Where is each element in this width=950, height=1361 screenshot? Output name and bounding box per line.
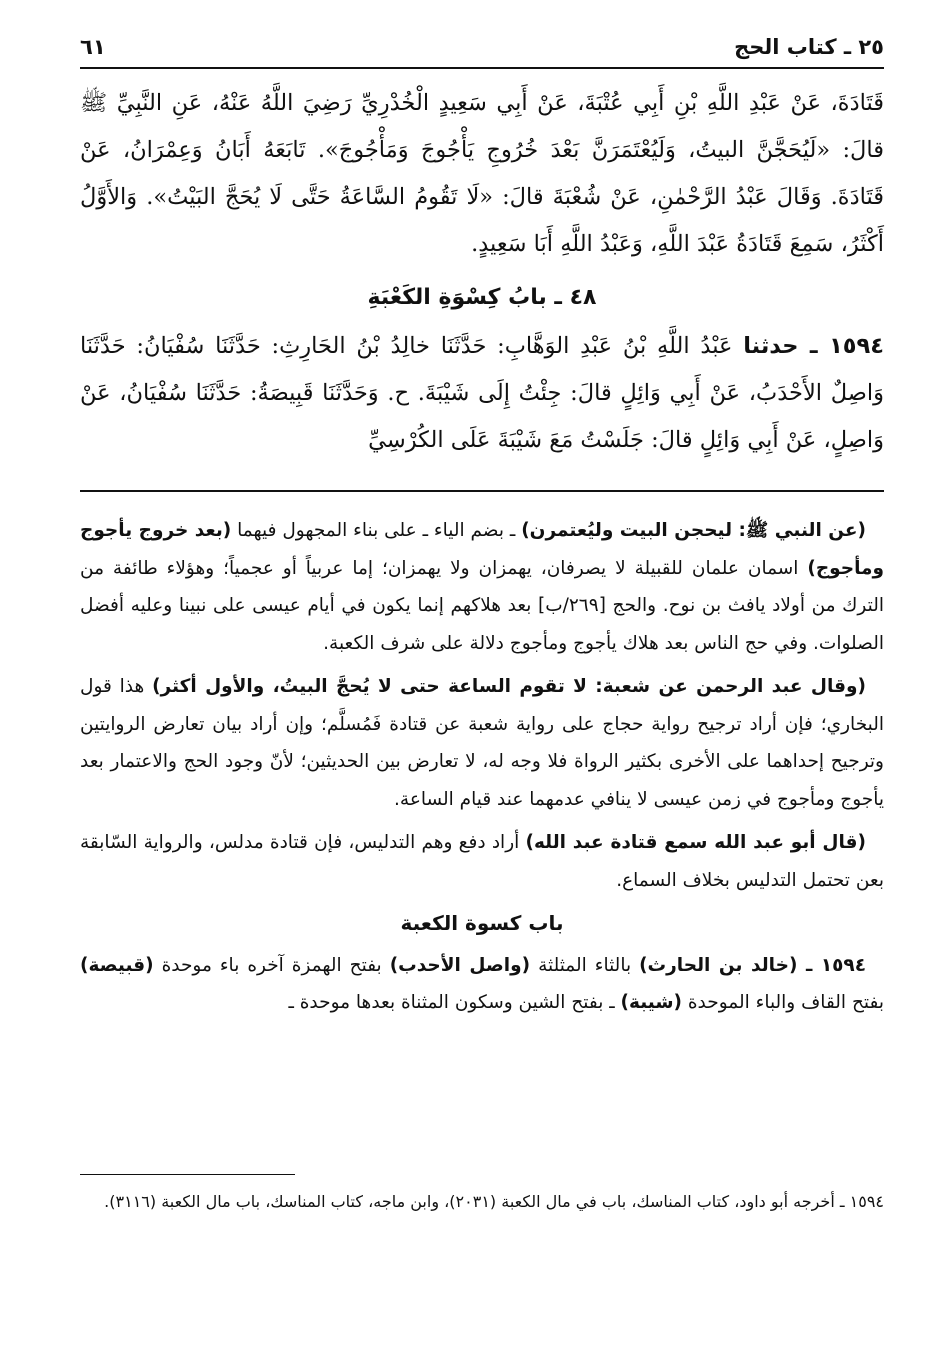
commentary-text: بفتح الهمزة آخره باء موحدة — [153, 954, 390, 976]
commentary-paragraph-2 — [80, 668, 884, 818]
commentary-chapter-title: باب كسوة الكعبة — [400, 911, 564, 935]
lemma: (قبيصة) — [80, 954, 154, 976]
commentary-paragraph-3 — [80, 824, 884, 899]
commentary-text: بالثاء المثلثة — [530, 954, 640, 976]
commentary-paragraph-4 — [80, 947, 884, 1022]
footnote-text: ١٥٩٤ ـ أخرجه أبو داود، كتاب المناسك، باب في مال الكعبة (٢٠٣١)، وابن ماجه، كتاب المناسك، باب مال الكعبة (٣١١٦). — [104, 1192, 884, 1211]
commentary-paragraph-1 — [80, 512, 884, 662]
hadith-number: ١٥٩٤ ـ حدثنا — [743, 333, 884, 359]
lemma: (شيبة) — [620, 992, 682, 1013]
commentary-text: ـ بفتح الشين وسكون المثناة بعدها موحدة ـ — [288, 992, 621, 1013]
lemma: (واصل الأحدب) — [389, 954, 531, 976]
footnote-rule — [80, 1174, 295, 1175]
lemma: (وقال عبد الرحمن عن شعبة: لا تقوم الساعة حتى لا يُحجَّ البيتُ، والأول أكثر) — [152, 676, 866, 697]
hadith-paragraph-2 — [80, 323, 884, 464]
hadith-number: ١٥٩٤ ـ — [797, 954, 867, 976]
chapter-title: ٤٨ ـ بابُ كِسْوَةِ الكَعْبَةِ — [367, 285, 597, 310]
lemma: (خالد بن الحارث) — [639, 954, 798, 976]
commentary-text: هذا قول البخاري؛ فإن أراد ترجيح رواية حجاج على رواية شعبة عن قتادة فَمُسلَّم؛ وإن أراد بيان تعارض الروايتين وترجيح إحداهما على الأخرى بكثير الرواة فلا وجه له، لا تعارض بين الحديثين؛ لأنّ وجود الحج والاعتمار بعد يأجوج ومأجوج في زمن عيسى لا ينافي عدمهما عند قيام الساعة. — [80, 676, 884, 810]
page — [80, 24, 884, 1334]
commentary-text: بفتح القاف والباء الموحدة — [681, 992, 884, 1013]
hadith-paragraph-1: قَتَادَةَ، عَنْ عَبْدِ اللَّهِ بْنِ أَبِي عُتْبَةَ، عَنْ أَبِي سَعِيدٍ الْخُدْرِيِّ رَضِيَ اللَّهُ عَنْهُ، عَنِ النَّبِيِّ ﷺ قالَ: «لَيُحَجَّنَّ البيتُ، وَلَيُعْتَمَرَنَّ بَعْدَ خُرُوجِ يَأْجُوجَ وَمَأْجُوجَ». تَابَعَهُ أَبَانُ وَعِمْرَانُ، عَنْ قَتَادَةَ. وَقَالَ عَبْدُ الرَّحْمٰنِ، عَنْ شُعْبَةَ قالَ: «لَا تَقُومُ السَّاعَةُ حَتَّى لَا يُحَجَّ البَيْتُ». وَالأَوَّلُ أَكْثَرُ، سَمِعَ قَتَادَةُ عَبْدَ اللَّهِ، وَعَبْدُ اللَّهِ أَبَا سَعِيدٍ. — [80, 90, 884, 257]
commentary-text: اسمان علمان للقبيلة لا يصرفان، يهمزان ولا يهمزان؛ إما عربياً أو عجمياً؛ وهؤلاء طائفة من الترك من أولاد يافث بن نوح. والحج [٢٦٩/ب] بعد هلاكهم إنما يكون في أيام عيسى على نبينا وعليه أفضل الصلوات. وفي حج الناس بعد هلاك يأجوج ومأجوج دلالة على شرف الكعبة. — [80, 557, 884, 654]
header-rule — [80, 67, 884, 69]
page-header — [80, 30, 884, 64]
hadith-chain: عَبْدُ اللَّهِ بْنُ عَبْدِ الوَهَّابِ: حَدَّثَنَا خالِدُ بْنُ الحَارِثِ: حَدَّثَنَا سُفْيَانُ: حَدَّثَنَا وَاصِلٌ الأَحْدَبُ، عَنْ أَبِي وَائِلٍ قالَ: جِئْتُ إِلَى شَيْبَةَ. ح. وَحَدَّثَنَا قَبِيصَةُ: حَدَّثَنَا سُفْيَانُ، عَنْ وَاصِلٍ، عَنْ أَبِي وَائِلٍ قالَ: جَلَسْتُ مَعَ شَيْبَةَ عَلَى الكُرْسِيِّ — [80, 333, 884, 453]
running-title: ٢٥ ـ كتاب الحج — [734, 35, 884, 59]
footnote — [80, 1186, 884, 1218]
page-number: ٦١ — [80, 35, 106, 59]
lemma: (قال أبو عبد الله سمع قتادة عبد الله) — [525, 832, 867, 853]
lemma: (عن النبي ﷺ: ليحجن البيت وليُعتمرن) — [521, 520, 866, 541]
commentary-text: ـ بضم الياء ـ على بناء المجهول فيهما — [231, 520, 522, 541]
commentary — [80, 512, 884, 1028]
hadith-text — [80, 80, 884, 464]
commentary-text: أراد دفع وهم التدليس، فإن قتادة مدلس، والرواية السّابقة بعن تحتمل التدليس بخلاف السماع. — [80, 832, 884, 891]
lemma: (بعد خروج يأجوج ومأجوج) — [80, 520, 884, 579]
text-commentary-divider — [80, 490, 884, 492]
